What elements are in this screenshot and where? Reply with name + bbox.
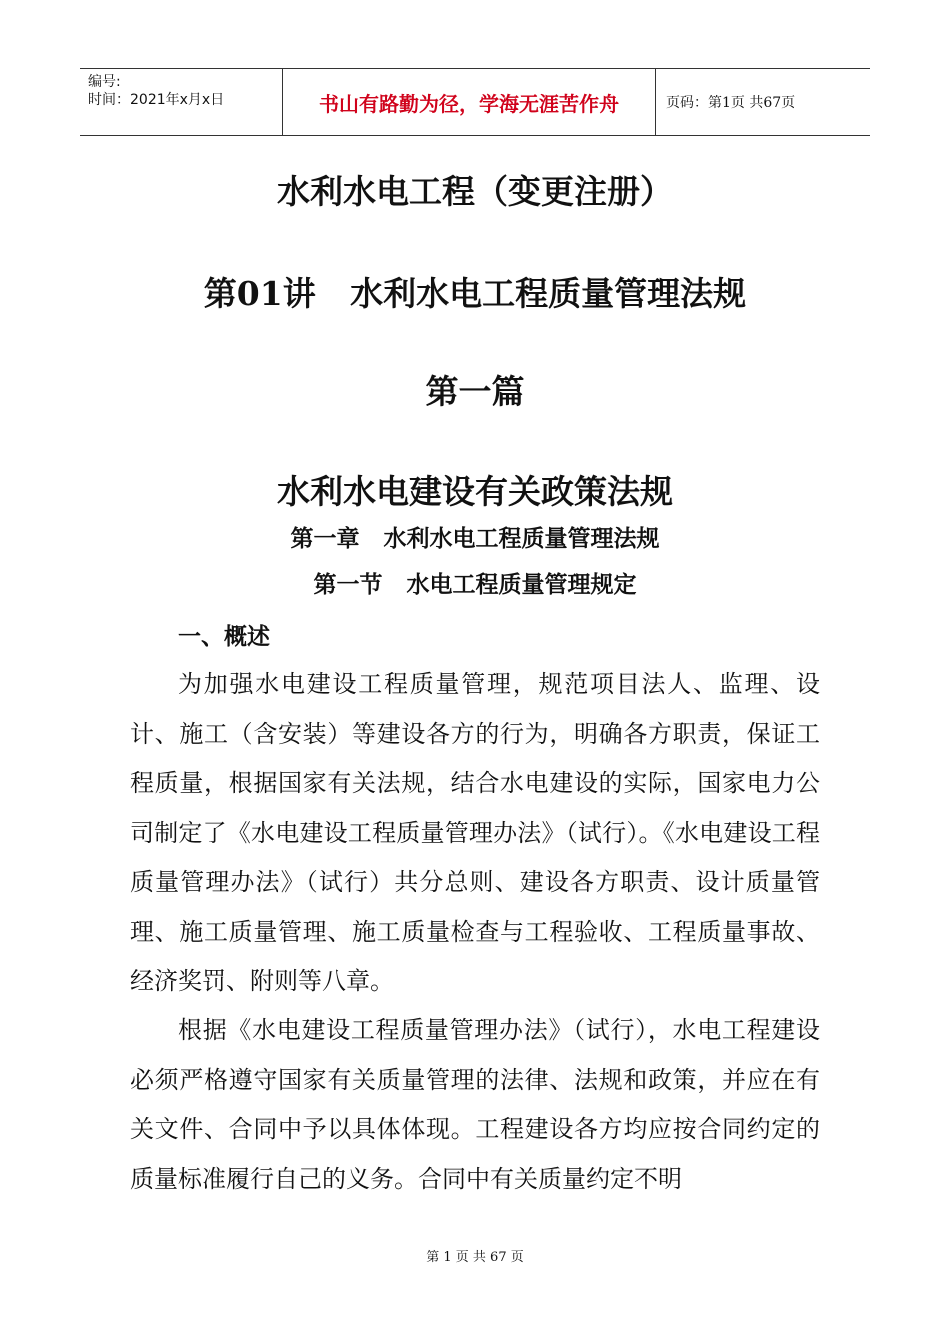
header-motto: 书山有路勤为径，学海无涯苦作舟 xyxy=(319,91,619,116)
header-motto-cell xyxy=(282,69,656,135)
number-label: 编号: xyxy=(88,74,121,90)
paragraph: 根据《水电建设工程质量管理办法》（试行），水电工程建设必须严格遵守国家有关质量管理的法律、法规和政策，并应在有关文件、合同中予以具体体现。工程建设各方均应按合同约定的质量标准履行自己的义务。合同中有关质量约定不明 xyxy=(130,1016,820,1193)
chapter-title: 第一章 水利水电工程质量管理法规 xyxy=(290,525,660,552)
paragraph: 为加强水电建设工程质量管理，规范项目法人、监理、设计、施工（含安装）等建设各方的行为，明确各方职责，保证工程质量，根据国家有关法规，结合水电建设的实际，国家电力公司制定了《水电建设工程质量管理办法》（试行）。《水电建设工程质量管理办法》（试行）共分总则、建设各方职责、设计质量管理、施工质量管理、施工质量检查与工程验收、工程质量事故、经济奖罚、附则等八章。 xyxy=(130,670,820,995)
section-heading: 一、概述 xyxy=(178,623,270,650)
page-footer: 第 1 页 共 67 页 xyxy=(426,1250,524,1265)
part-subtitle: 水利水电建设有关政策法规 xyxy=(277,472,673,511)
time-label: 时间：2021年x月x日 xyxy=(88,92,225,108)
header-page-info: 页码：第1页 共67页 xyxy=(666,95,796,111)
lecture-title: 第01讲 水利水电工程质量管理法规 xyxy=(203,274,747,313)
document-header xyxy=(80,68,870,136)
section-title: 第一节 水电工程质量管理规定 xyxy=(313,571,637,598)
main-title: 水利水电工程（变更注册） xyxy=(277,172,673,211)
part-title: 第一篇 xyxy=(425,372,525,411)
header-meta xyxy=(80,69,282,135)
